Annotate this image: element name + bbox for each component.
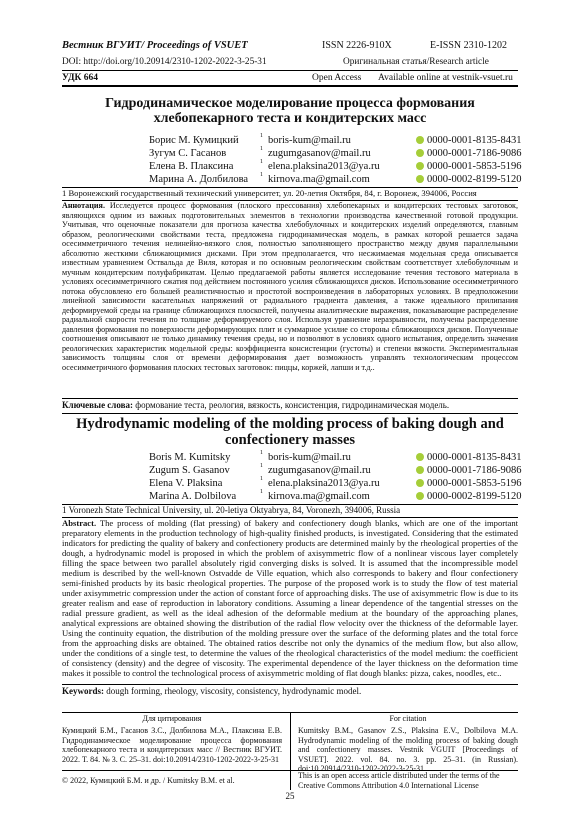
udk: УДК 664: [62, 73, 99, 83]
affiliation-marker: 1: [260, 146, 263, 152]
orcid-icon: [416, 149, 424, 157]
affiliation-marker: 1: [260, 476, 263, 482]
citation-column-divider: [290, 712, 291, 770]
abstract-divider: [62, 398, 518, 399]
author-email[interactable]: kirnova.ma@gmail.com: [268, 491, 370, 502]
affiliation-marker: 1: [260, 172, 263, 178]
orcid-icon: [416, 175, 424, 183]
citation-en: Kumitsky B.M., Gasanov Z.S., Plaksina E.V., Dolbilova M.A. Hydrodynamic modeling of the molding process of baking dough and confectionery masses. Vestnik VGUIT [Proceedings of VSUET]. 2022. vol. 84. no. 3. pp. 25–31. (in Russian). doi:10.20914/2310-1202-2022-3-25-31: [298, 726, 518, 774]
author-row: [62, 159, 522, 173]
keywords-label: Keywords:: [62, 686, 104, 696]
author-row: [62, 133, 522, 147]
journal-site-link[interactable]: Available online at vestnik-vsuet.ru: [378, 73, 513, 83]
abstract-text: Исследуется процесс формования (плоского прессования) хлебопекарных и кондитерских тестовых заготовок, являющихся одним из важных подготовительных элементов в технологии производства качественной готовой продукции. Учитывая, что оценочные показатели для прогноза качества хлебобулочных и кондитерских изделий определяются, главным образом, реологическими свойствами теста, предложена гидродинамическая модель, в рамках которой решается задача осесимметричного течения нелинейно-вязкого слоя, полностью заполняющего пространство между двумя параллельными абсолютно жесткими сближающимися дисками. При этом предполагается, что несжимаемая модельная среда описывается известным уравнением Оствальда де Виля, которая и по основным реологическим свойствам соответствует хлебобулочным и мучным кондитерским полуфабрикатам. Целью предлагаемой работы является исследование течения тестового материала в условиях осесимметричного сжатия под действием постоянного усилия сближающихся дисков. Использование осесимметричного потока обусловлено его большей реалистичностью и простотой воспроизведения в лабораторных условиях. В предположении линейной зависимости касательных напряжений от радиального градиента давления, а также идеального прилипания деформируемой среды на границе сближающихся плоскостей, получены аналитические выражения, показывающие распределение радиальной скорости течения по толщине деформируемого слоя. Используя уравнение неразрывности, получены распределение давления формования по поверхности деформирующих плит и суммарное усилие со стороны сближающихся дисков. Полученные соотношения описывают не только динамику течения среды, но и позволяют в условиях одного испытания, определить значения реологических характеристик модельной среды: коэффициента консистенции (густоты) и степени вязкости. Экспериментальная зависимость толщины слоя от времени деформирования дает возможность управлять технологическим процессом осесимметричного формования плоских тестовых заготовок: пиццы, коржей, лапши и т.д..: [62, 201, 518, 372]
page-number: 25: [285, 791, 295, 801]
keywords-label: Ключевые слова:: [62, 400, 133, 410]
author-orcid[interactable]: [416, 490, 522, 503]
authors-en: [62, 450, 522, 503]
footer-column-divider: [290, 770, 291, 790]
orcid-id: 0000-0001-5853-5196: [427, 161, 522, 172]
author-email[interactable]: kirnova.ma@gmail.com: [268, 174, 370, 185]
author-orcid[interactable]: [416, 134, 522, 147]
orcid-id: 0000-0001-7186-9086: [427, 465, 522, 476]
author-name: Зугум С. Гасанов: [149, 148, 227, 159]
orcid-id: 0000-0001-8135-8431: [427, 452, 522, 463]
author-email[interactable]: boris-kum@mail.ru: [268, 452, 351, 463]
citation-heading-en: For citation: [389, 714, 427, 723]
keywords-ru: [62, 400, 518, 411]
orcid-icon: [416, 453, 424, 461]
author-orcid[interactable]: [416, 160, 522, 173]
keywords-text: dough forming, rheology, viscosity, consistency, hydrodynamic model.: [106, 686, 362, 696]
orcid-id: 0000-0002-8199-5120: [427, 174, 522, 185]
open-access-badge: Open Access: [312, 73, 362, 83]
doi-link[interactable]: DOI: http://doi.org/10.20914/2310-1202-2022-3-25-31: [62, 57, 267, 67]
title-en: Hydrodynamic modeling of the molding process of baking dough and confectionery masses: [76, 416, 504, 448]
abstract-divider: [62, 684, 518, 685]
orcid-icon: [416, 479, 424, 487]
affiliation-marker: 1: [260, 463, 263, 469]
author-orcid[interactable]: [416, 464, 522, 477]
author-email[interactable]: elena.plaksina2013@ya.ru: [268, 161, 380, 172]
author-name: Elena V. Plaksina: [149, 478, 223, 489]
abstract-text: The process of molding (flat pressing) of bakery and confectionery dough blanks, which are one of the important preparatory elements in the production technology of high-quality finished products, is investigated. Considering that the estimated indicators for predicting the quality of bakery and confectionery products are determined mainly by the rheological properties of the dough, a hydrodynamic model is proposed in which the problem of axisymmetric flow of a nonlinear viscous layer completely filling the space between two parallel absolutely rigid converging disks is solved. It is assumed that the incompressible model medium is described by the well-known Ostvadde de Ville equation, which also corresponds to bakery and flour confectionery semi-finished products by its basic rheological properties. The purpose of the proposed work is to study the flow of test material under axisymmetric compression under the action of constant force of approaching disks. The use of axisymmetric flow is due to its greater realism and ease of reproduction in laboratory conditions. Assuming a linear dependence of the tangential stresses on the radial pressure gradient, as well as the ideal adhesion of the deformable medium at the boundary of the approaching planes, analytical expressions are obtained showing the distribution of the radial flow velocity over the thickness of the deformable layer. Using the continuity equation, the distribution of the molding pressure over the surface of the deforming plates and the total force from the approaching disks are obtained. The obtained ratios describe not only the dynamics of the medium flow, but also allow, under the conditions of a single test, to determine the values of the rheological characteristics of the model medium: the coefficient of consistency (density) and the degree of viscosity. The experimental dependence of the layer thickness on the deformation time makes it possible to control the technological process of axisymmetric molding of flat dough blanks: pizza, cakes, noodles, etc..: [62, 518, 519, 678]
author-row: [62, 146, 522, 160]
keywords-divider: [62, 413, 518, 414]
orcid-id: 0000-0001-5853-5196: [427, 478, 522, 489]
keywords-en: [62, 686, 518, 697]
author-name: Boris M. Kumitsky: [149, 452, 231, 463]
copyright: © 2022, Кумицкий Б.М. и др. / Kumitsky B.M. et al.: [62, 776, 235, 785]
affiliation-marker: 1: [260, 489, 263, 495]
title-ru: Гидродинамическое моделирование процесса формования хлебопекарного теста и кондитерских масс: [105, 96, 475, 126]
affiliation-marker: 1: [260, 450, 263, 456]
orcid-icon: [416, 466, 424, 474]
license-note: This is an open access article distributed under the terms of the Creative Commons Attribution 4.0 International License: [298, 771, 500, 790]
keywords-text: формование теста, реология, вязкость, консистенция, гидродинамическая модель.: [135, 400, 450, 410]
author-orcid[interactable]: [416, 477, 522, 490]
author-name: Marina A. Dolbilova: [149, 491, 237, 502]
author-orcid[interactable]: [416, 173, 522, 186]
abstract-ru: [62, 201, 518, 372]
article-type: Оригинальная статья/Research article: [343, 57, 489, 67]
citation-ru: Кумицкий Б.М., Гасанов З.С., Долбилова М.А., Плаксина Е.В. Гидродинамическое моделирование процесса формования хлебопекарного теста и кондитерских масс // Вестник ВГУИТ. 2022. Т. 84. № 3. С. 25–31. doi:10.20914/2310-1202-2022-3-25-31: [62, 726, 282, 764]
author-row: [62, 172, 522, 186]
affiliation-en: 1 Voronezh State Technical University, ul. 20-letiya Oktyabrya, 84, Voronezh, 394006, Russia: [62, 505, 401, 515]
header-divider: [62, 70, 518, 71]
author-row: [62, 476, 522, 490]
orcid-id: 0000-0001-8135-8431: [427, 135, 522, 146]
author-orcid[interactable]: [416, 451, 522, 464]
author-name: Елена В. Плаксина: [149, 161, 234, 172]
orcid-icon: [416, 492, 424, 500]
author-orcid[interactable]: [416, 147, 522, 160]
orcid-icon: [416, 162, 424, 170]
author-row: [62, 450, 522, 464]
author-row: [62, 463, 522, 477]
header-bottom-divider: [62, 85, 518, 87]
citation-heading-ru: Для цитирования: [142, 714, 202, 723]
journal-name: Вестник ВГУИТ/ Proceedings of VSUET: [62, 40, 248, 51]
eissn: E-ISSN 2310-1202: [430, 40, 507, 51]
author-email[interactable]: boris-kum@mail.ru: [268, 135, 351, 146]
author-email[interactable]: elena.plaksina2013@ya.ru: [268, 478, 380, 489]
author-email[interactable]: zugumgasanov@mail.ru: [268, 465, 371, 476]
author-email[interactable]: zugumgasanov@mail.ru: [268, 148, 371, 159]
orcid-id: 0000-0001-7186-9086: [427, 148, 522, 159]
authors-ru: [62, 133, 522, 186]
affiliation-marker: 1: [260, 159, 263, 165]
author-name: Марина А. Долбилова: [149, 174, 249, 185]
affiliation-ru: 1 Воронежский государственный технический университет, ул. 20-летия Октября, 84, г. Воронеж, 394006, Россия: [62, 188, 477, 198]
author-name: Борис М. Кумицкий: [149, 135, 239, 146]
orcid-icon: [416, 136, 424, 144]
author-row: [62, 489, 522, 503]
orcid-id: 0000-0002-8199-5120: [427, 491, 522, 502]
issn: ISSN 2226-910X: [322, 40, 392, 51]
author-name: Zugum S. Gasanov: [149, 465, 230, 476]
abstract-label: Аннотация.: [62, 201, 105, 210]
abstract-en: [62, 518, 518, 678]
abstract-label: Abstract.: [62, 518, 97, 528]
affiliation-marker: 1: [260, 133, 263, 139]
